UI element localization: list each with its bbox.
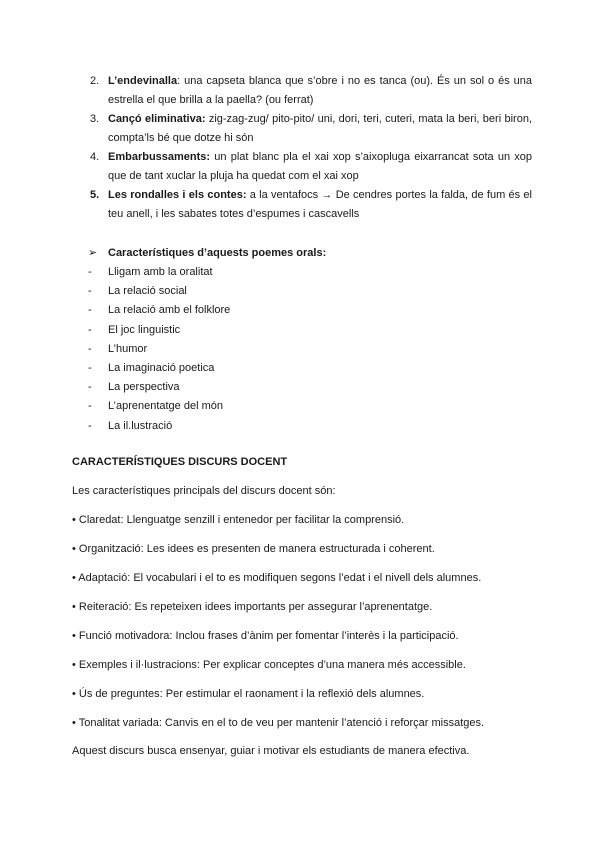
list-number: 2. <box>90 75 100 87</box>
list-number: 5. <box>90 189 100 201</box>
list-item-text: La relació amb el folklore <box>108 304 231 317</box>
list-item-text: La relació social <box>108 285 187 298</box>
dash-bullet: - <box>88 266 92 278</box>
dash-bullet: - <box>88 304 92 317</box>
list-item-text: La il.lustració <box>108 419 173 432</box>
feature-tonalitat: • Tonalitat variada: Canvis en el to de veu per mantenir l’atenció i reforçar missatges. <box>72 717 485 729</box>
list-item-text: El joc linguistic <box>108 323 181 336</box>
item-text: una capseta blanca que s’obre i no es tanca (ou). És un sol o és una estrella el que brilla a la paella? (ou ferrat) <box>108 75 532 106</box>
feature-reiteracio: • Reiteració: Es repeteixen idees importants per assegurar l’aprenentatge. <box>72 601 433 613</box>
item-label: L’endevinalla <box>108 75 178 87</box>
list-item-text: La imaginació poetica <box>108 361 215 374</box>
dash-bullet: - <box>88 323 92 336</box>
list-item-text: L’humor <box>108 342 148 355</box>
item-text: un plat blanc pla el xai xop s’aixopluga eixarrancat sota un xop que de tant xuclar la pluja ha quedat com el xai xop <box>108 151 532 182</box>
dash-bullet: - <box>88 419 92 432</box>
feature-list <box>72 513 484 745</box>
ordered-list <box>72 72 532 224</box>
item-label: Les rondalles i els contes: <box>108 189 247 201</box>
list-item-embarbussaments <box>72 148 532 186</box>
list-item <box>88 378 230 397</box>
characteristics-heading <box>88 244 326 262</box>
dash-bullet: - <box>88 400 92 413</box>
item-label: Cançó eliminativa: <box>108 113 206 125</box>
list-item-rondalles <box>72 186 532 224</box>
dash-bullet: - <box>88 361 92 374</box>
section-heading: CARACTERÍSTIQUES DISCURS DOCENT <box>72 456 288 468</box>
feature-preguntes: • Ús de preguntes: Per estimular el raonament i la reflexió dels alumnes. <box>72 688 425 700</box>
feature-organitzacio: • Organització: Les idees es presenten de manera estructurada i coherent. <box>72 543 435 555</box>
list-item-canco-eliminativa <box>72 110 532 148</box>
characteristics-list <box>88 263 230 436</box>
list-item <box>88 340 230 359</box>
closing-paragraph: Aquest discurs busca ensenyar, guiar i motivar els estudiants de manera efectiva. <box>72 745 470 757</box>
intro-paragraph: Les característiques principals del discurs docent són: <box>72 485 336 497</box>
list-item-endevinalla <box>72 72 532 110</box>
list-item <box>88 301 230 320</box>
characteristics-heading-text: Característiques d’aquests poemes orals: <box>108 247 327 259</box>
feature-claredat: • Claredat: Llenguatge senzill i entenedor per facilitar la comprensió. <box>72 514 405 526</box>
item-text: a la ventafocs → De cendres portes la falda, de fum és el teu anell, i les sabates totes d’espumes i cascavells <box>108 189 532 220</box>
list-item <box>88 263 230 282</box>
feature-exemples: • Exemples i il·lustracions: Per explicar conceptes d’una manera més accessible. <box>72 659 466 671</box>
dash-bullet: - <box>88 285 92 298</box>
item-sep: : <box>177 75 181 87</box>
item-text: zig-zag-zug/ pito-pito/ uni, dori, teri, cuteri, mata la beri, beri biron, compta’ls bé que dotze hi són <box>108 113 532 144</box>
list-number: 3. <box>90 113 100 125</box>
arrow-bullet-icon: ➢ <box>88 247 98 259</box>
list-number: 4. <box>90 151 100 163</box>
list-item-text: Lligam amb la oralitat <box>108 266 213 278</box>
list-item-text: La perspectiva <box>108 381 180 394</box>
dash-bullet: - <box>88 381 92 394</box>
list-item <box>88 282 230 301</box>
dash-bullet: - <box>88 342 92 355</box>
feature-adaptacio: • Adaptació: El vocabulari i el to es modifiquen segons l’edat i el nivell dels alumnes. <box>72 572 482 584</box>
list-item-text: L’aprenentatge del món <box>108 400 223 413</box>
list-item <box>88 397 230 416</box>
list-item <box>88 417 230 436</box>
feature-funcio-motivadora: • Funció motivadora: Inclou frases d’ànim per fomentar l’interès i la participació. <box>72 630 459 642</box>
list-item <box>88 359 230 378</box>
list-item <box>88 321 230 340</box>
item-label: Embarbussaments: <box>108 151 211 163</box>
